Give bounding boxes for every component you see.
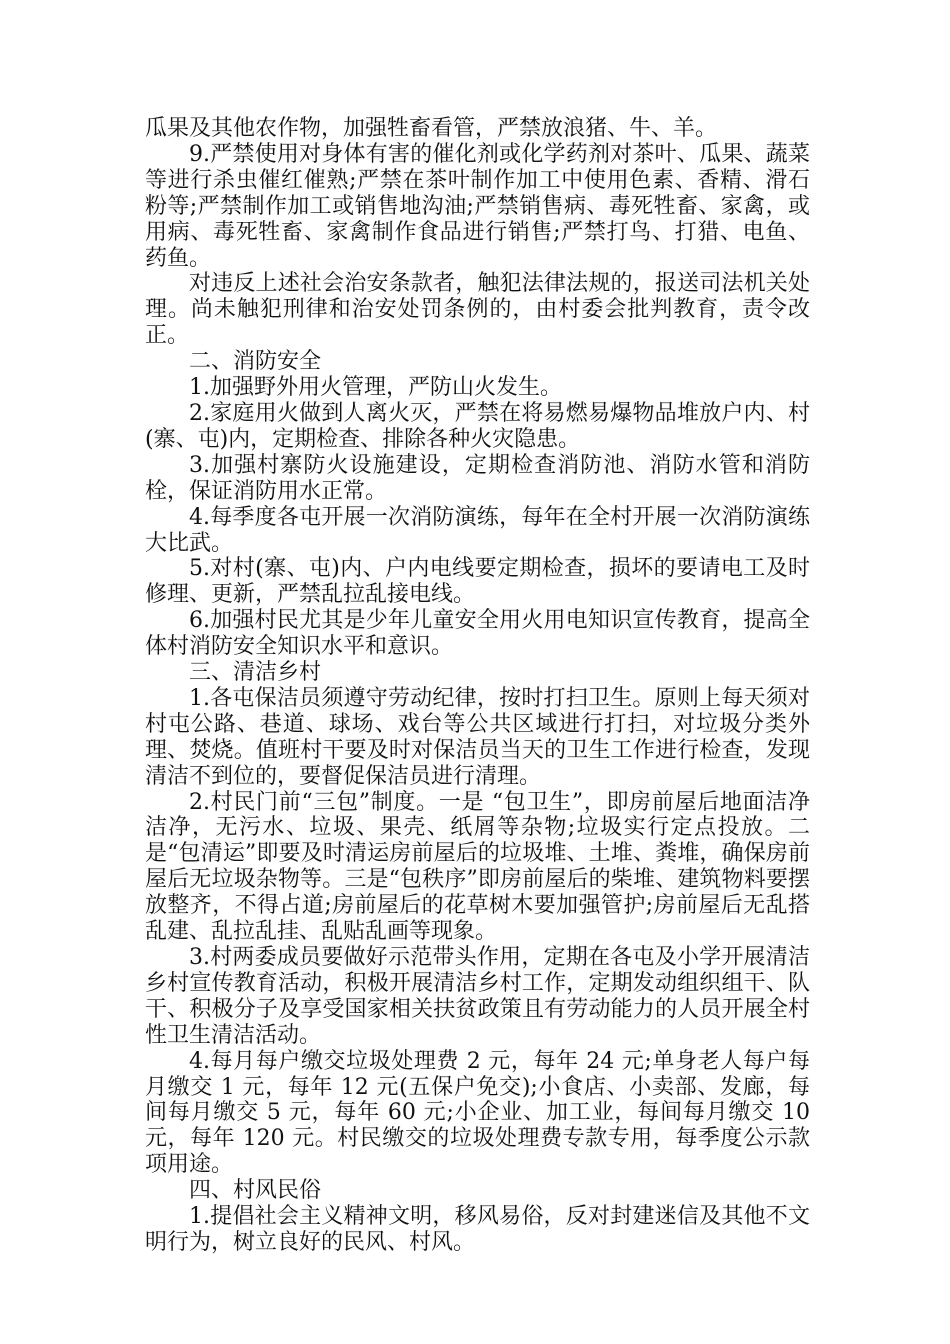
section-heading-fire-safety: 二、消防安全: [189, 349, 322, 375]
paragraph-fire-3: 3.加强村寨防火设施建设，定期检查消防池、消防水管和消防栓，保证消防用水正常。: [145, 452, 810, 504]
paragraph-clean-1: 1.各屯保洁员须遵守劳动纪律，按时打扫卫生。原则上每天须对村屯公路、巷道、球场、戏台等公共区域进行打扫，对垃圾分类外理、焚烧。值班村干要及时对保洁员当天的卫生工作进行检查，发现清洁不到位的，要督促保洁员进行清理。: [145, 685, 810, 789]
paragraph-clean-2: 2.村民门前“三包”制度。一是 “包卫生”，即房前屋后地面洁净洁净，无污水、垃圾、果壳、纸屑等杂物;垃圾实行定点投放。二是“包清运”即要及时清运房前屋后的垃圾堆、土堆、粪堆，确保房前屋后无垃圾杂物等。三是“包秩序”即房前屋后的柴堆、建筑物料要摆放整齐，不得占道;房前屋后的花草树木要加强管护;房前屋后无乱搭乱建、乱拉乱挂、乱贴乱画等现象。: [145, 789, 810, 945]
paragraph-customs-1: 1.提倡社会主义精神文明，移风易俗，反对封建迷信及其他不文明行为，树立良好的民风、村风。: [145, 1204, 810, 1255]
paragraph-fire-1: 1.加强野外用火管理，严防山火发生。: [189, 375, 562, 401]
paragraph-rule-9: 9.严禁使用对身体有害的催化剂或化学药剂对茶叶、瓜果、蔬菜等进行杀虫催红催熟;严禁在茶叶制作加工中使用色素、香精、滑石粉等;严禁制作加工或销售地沟油;严禁销售病、毒死牲畜、家禽，或用病、毒死牲畜、家禽制作食品进行销售;严禁打鸟、打猎、电鱼、药鱼。: [145, 141, 810, 271]
paragraph-continuation: 瓜果及其他农作物，加强牲畜看管，严禁放浪猪、牛、羊。: [145, 116, 718, 141]
paragraph-fire-6: 6.加强村民尤其是少年儿童安全用火用电知识宣传教育，提高全体村消防安全知识水平和意识。: [145, 608, 810, 660]
paragraph-fire-5: 5.对村(寨、屯)内、户内电线要定期检查，损坏的要请电工及时修理、更新，严禁乱拉乱接电线。: [145, 556, 810, 608]
paragraph-clean-3: 3.村两委成员要做好示范带头作用，定期在各屯及小学开展清洁乡村宣传教育活动，积极开展清洁乡村工作，定期发动组织组干、队干、积极分子及享受国家相关扶贫政策且有劳动能力的人员开展全村性卫生清洁活动。: [145, 945, 810, 1048]
paragraph-clean-4: 4.每月每户缴交垃圾处理费 2 元，每年 24 元;单身老人每户每月缴交 1 元，每年 12 元(五保户免交);小食店、小卖部、发廊，每间每月缴交 5 元，每年 60 元;小企业、加工业，每间每月缴交 10 元，每年 120 元。村民缴交的垃圾处理费专款专用，每季度公示款项用途。: [145, 1048, 810, 1178]
paragraph-fire-4: 4.每季度各屯开展一次消防演练，每年在全村开展一次消防演练大比武。: [145, 504, 810, 556]
paragraph-fire-2: 2.家庭用火做到人离火灭，严禁在将易燃易爆物品堆放户内、村(寨、屯)内，定期检查、排除各种火灾隐患。: [145, 400, 810, 452]
section-heading-clean-village: 三、清洁乡村: [189, 660, 322, 686]
document-body: [145, 116, 810, 1256]
paragraph-penalty: 对违反上述社会治安条款者，触犯法律法规的，报送司法机关处理。尚未触犯刑律和治安处罚条例的，由村委会批判教育，责令改正。: [145, 271, 810, 349]
section-heading-village-customs: 四、村风民俗: [189, 1178, 322, 1204]
